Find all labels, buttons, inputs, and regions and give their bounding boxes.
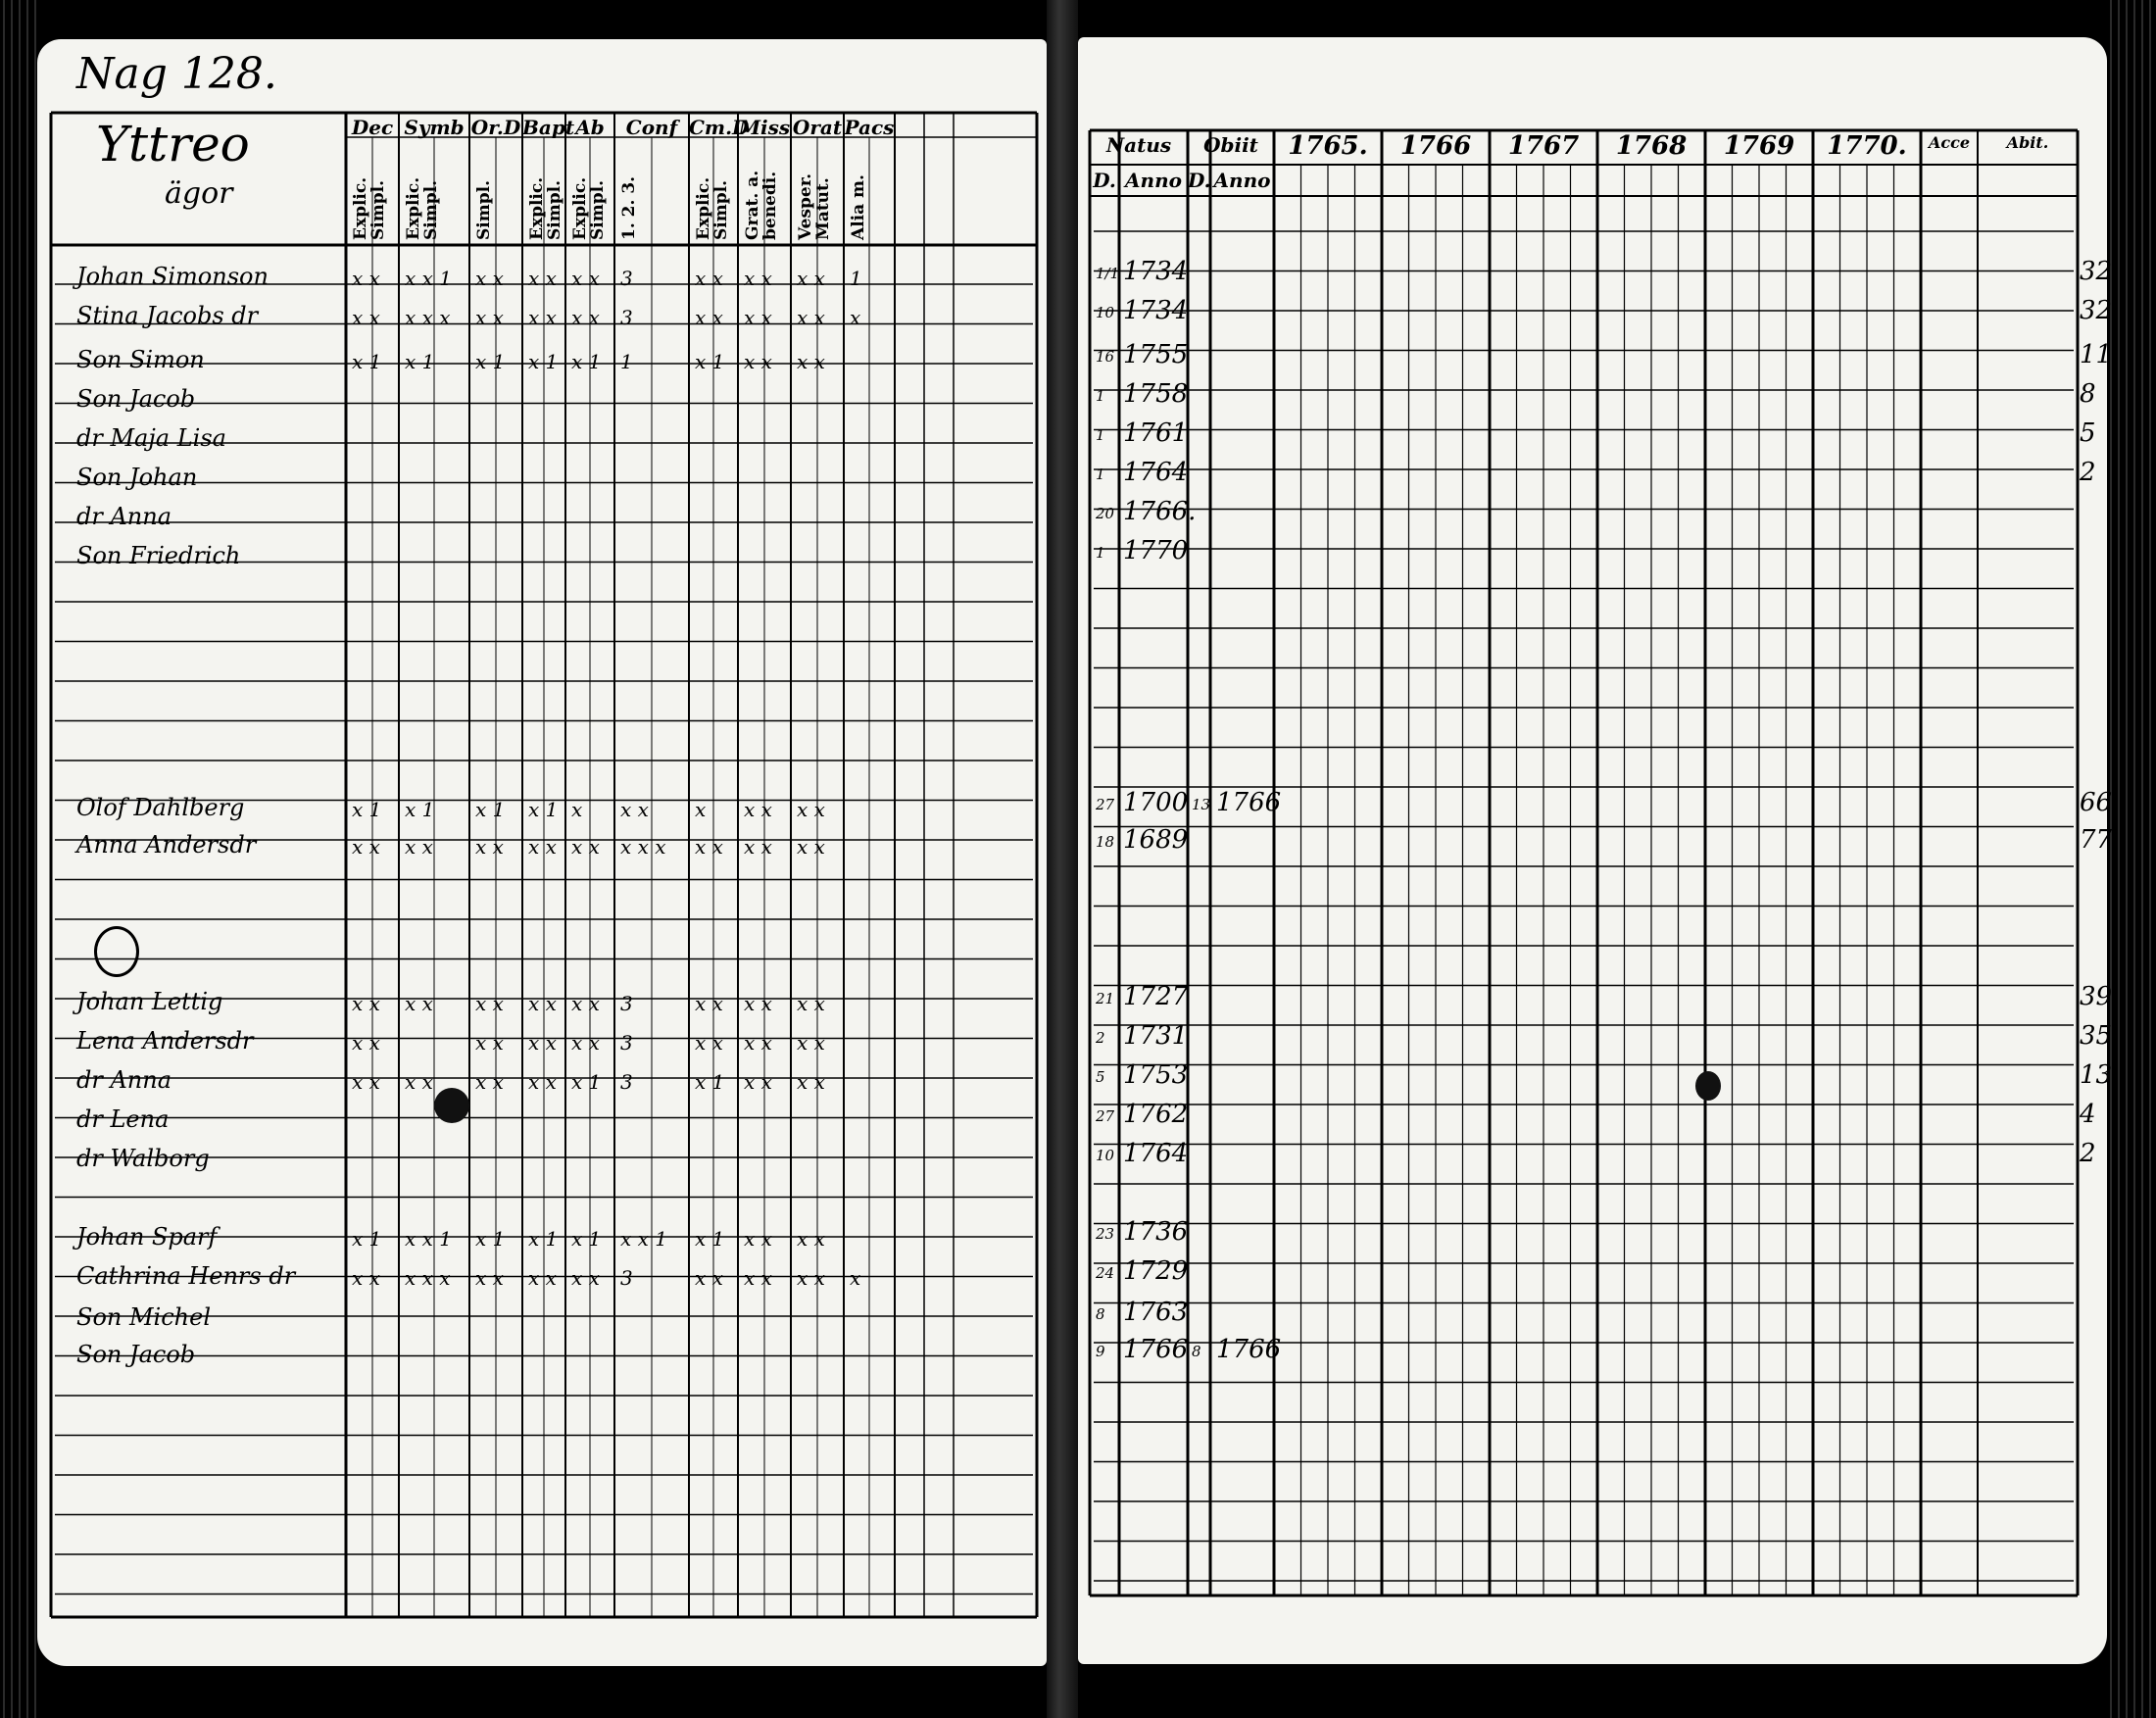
member-name: Son Jacob (76, 385, 196, 413)
catechism-mark: x x (352, 992, 380, 1015)
catechism-mark: x x (528, 1266, 557, 1290)
accessit-header: Acce (1928, 133, 1971, 152)
catechism-mark: x x (744, 1227, 772, 1251)
catechism-mark: x 1 (475, 798, 506, 821)
column-sub-header: Alia m. (849, 174, 868, 240)
catechism-mark: x x (695, 306, 723, 329)
birth-day: 1 (1096, 544, 1105, 562)
catechism-mark: x x (352, 1031, 380, 1055)
catechism-mark: 3 (620, 1031, 633, 1055)
catechism-mark: x x (744, 992, 772, 1015)
member-name: Son Friedrich (76, 542, 241, 569)
column-group-header: Bapt (522, 116, 575, 139)
ink-blot (1695, 1071, 1721, 1101)
catechism-mark: x x (528, 835, 557, 859)
birth-day: 24 (1096, 1264, 1115, 1282)
catechism-mark: x x (695, 835, 723, 859)
catechism-mark: x x (744, 835, 772, 859)
catechism-mark: x 1 (352, 350, 382, 373)
catechism-mark: x x (571, 306, 600, 329)
birth-day: 10 (1096, 304, 1115, 321)
member-name: Cathrina Henrs dr (76, 1262, 296, 1290)
birth-year: 1758 (1123, 379, 1189, 409)
catechism-mark: x x (695, 992, 723, 1015)
birth-year: 1762 (1123, 1100, 1189, 1129)
age-note: 13 (2080, 1060, 2113, 1090)
member-name: Olof Dahlberg (76, 794, 245, 821)
catechism-mark: x 1 (695, 1070, 725, 1094)
birth-year: 1736 (1123, 1217, 1189, 1247)
age-note: 8 (2080, 379, 2096, 409)
birth-day: 18 (1096, 833, 1115, 851)
catechism-mark: x x (620, 798, 649, 821)
catechism-mark: x 1 (695, 1227, 725, 1251)
member-name: Son Jacob (76, 1341, 196, 1368)
circle-mark (94, 926, 139, 977)
birth-day: 20 (1096, 505, 1115, 522)
age-note: 66 (2080, 788, 2113, 817)
left-book-edge (0, 0, 37, 1718)
catechism-mark: x x (475, 835, 504, 859)
catechism-mark: x x (744, 1266, 772, 1290)
catechism-mark: x x (405, 835, 433, 859)
column-group-header: Miss (738, 116, 791, 139)
year-header: 1766 (1399, 131, 1472, 161)
birth-year: 1755 (1123, 340, 1189, 369)
death-year: 1766 (1216, 788, 1282, 817)
catechism-mark: x x (475, 992, 504, 1015)
catechism-mark: x x (797, 267, 825, 290)
birth-day: 2 (1096, 1029, 1105, 1047)
column-group-header: Cm.D (689, 116, 750, 139)
member-name: dr Maja Lisa (76, 424, 226, 452)
age-note: 11 (2080, 340, 2113, 369)
column-group-header: Ab (575, 116, 605, 139)
catechism-mark: x x (797, 835, 825, 859)
catechism-mark: x 1 (571, 1227, 602, 1251)
member-name: Lena Andersdr (76, 1027, 254, 1055)
birth-year: 1731 (1123, 1021, 1189, 1051)
catechism-mark: x x (528, 306, 557, 329)
birth-year: 1766 (1123, 1335, 1189, 1364)
catechism-mark: x 1 (405, 798, 435, 821)
birth-year: 1734 (1123, 257, 1189, 286)
catechism-mark: x x (352, 1266, 380, 1290)
birth-year: 1734 (1123, 296, 1189, 325)
catechism-mark: x x (797, 1266, 825, 1290)
member-name: Anna Andersdr (76, 831, 257, 859)
catechism-mark: x (695, 798, 707, 821)
catechism-mark: x x (528, 1031, 557, 1055)
member-name: Son Simon (76, 346, 205, 373)
birth-year: 1729 (1123, 1256, 1189, 1286)
birth-year: 1689 (1123, 825, 1189, 855)
age-note: 32 (2080, 257, 2113, 286)
catechism-mark: x x (571, 992, 600, 1015)
age-note: 2 (2080, 458, 2096, 487)
catechism-mark: x 1 (352, 1227, 382, 1251)
right-page (1078, 37, 2121, 1664)
catechism-mark: x x 1 (620, 1227, 667, 1251)
catechism-mark: x x (475, 1031, 504, 1055)
catechism-mark: x x (352, 835, 380, 859)
member-name: Son Michel (76, 1303, 212, 1331)
ink-blot (434, 1088, 469, 1123)
column-group-header: Orat (792, 116, 843, 139)
catechism-mark: x 1 (475, 1227, 506, 1251)
catechism-mark: x 1 (528, 350, 559, 373)
village-name: Yttreo (96, 116, 250, 172)
birth-day: 10 (1096, 1147, 1115, 1164)
catechism-mark: x x (744, 306, 772, 329)
catechism-mark: x x (352, 1070, 380, 1094)
catechism-mark: x x (797, 306, 825, 329)
catechism-mark: 3 (620, 306, 633, 329)
catechism-mark: x 1 (528, 798, 559, 821)
birth-day: 1 (1096, 387, 1105, 405)
catechism-mark: x x (797, 350, 825, 373)
catechism-mark: x x 1 (405, 267, 452, 290)
catechism-mark: x x (571, 1266, 600, 1290)
column-sub-header: Vesper. Matut. (796, 172, 833, 240)
member-name: Johan Sparf (76, 1223, 218, 1251)
catechism-mark: x x (744, 267, 772, 290)
column-sub-header: Explic. Simpl. (527, 176, 564, 240)
catechism-mark: x x (405, 992, 433, 1015)
column-sub-header: Explic. Simpl. (351, 176, 388, 240)
column-group-header: Conf (625, 116, 678, 139)
year-header: 1769 (1723, 131, 1795, 161)
catechism-mark: x x (797, 1070, 825, 1094)
column-sub-header: Explic. Simpl. (404, 176, 441, 240)
column-sub-header: Explic. Simpl. (570, 176, 608, 240)
catechism-mark: x x x (620, 835, 666, 859)
right-book-edge (2107, 0, 2156, 1718)
age-note: 39 (2080, 982, 2113, 1011)
catechism-mark: x x (744, 798, 772, 821)
book-spine (1047, 0, 1078, 1718)
catechism-mark: x x (528, 992, 557, 1015)
page-label: Nag 128. (76, 49, 277, 99)
catechism-mark: x x (744, 1070, 772, 1094)
catechism-mark: x x (475, 306, 504, 329)
abiit-header: Abit. (2006, 133, 2049, 152)
right-grid (1078, 37, 2107, 1664)
catechism-mark: x x (797, 992, 825, 1015)
age-note: 35 (2080, 1021, 2113, 1051)
catechism-mark: 1 (850, 267, 862, 290)
catechism-mark: x x x (405, 306, 451, 329)
age-note: 5 (2080, 418, 2096, 448)
birth-day: 1 (1096, 466, 1105, 483)
catechism-mark: x x (744, 350, 772, 373)
birth-day: 9 (1096, 1343, 1105, 1360)
birth-day: 27 (1096, 796, 1115, 813)
birth-day: 16 (1096, 348, 1115, 366)
catechism-mark: x (850, 1266, 861, 1290)
birth-year: 1764 (1123, 1139, 1189, 1168)
birth-year: 1761 (1123, 418, 1189, 448)
catechism-mark: x x (352, 306, 380, 329)
catechism-mark: x 1 (695, 350, 725, 373)
death-year: 1766 (1216, 1335, 1282, 1364)
natus-day-header: D. (1093, 169, 1116, 192)
birth-day: 8 (1096, 1305, 1105, 1323)
member-name: Johan Lettig (76, 988, 223, 1015)
birth-day: 5 (1096, 1068, 1105, 1086)
birth-day: 23 (1096, 1225, 1115, 1243)
column-sub-header: Simpl. (474, 180, 494, 240)
member-name: Johan Simonson (76, 263, 269, 290)
birth-day: 21 (1096, 990, 1115, 1007)
catechism-mark: x 1 (475, 350, 506, 373)
catechism-mark: x (571, 798, 583, 821)
birth-year: 1753 (1123, 1060, 1189, 1090)
catechism-mark: 3 (620, 267, 633, 290)
birth-year: 1727 (1123, 982, 1189, 1011)
catechism-mark: x x (695, 1031, 723, 1055)
age-note: 2 (2080, 1139, 2096, 1168)
catechism-mark: 3 (620, 992, 633, 1015)
year-header: 1767 (1507, 131, 1580, 161)
catechism-mark: 3 (620, 1266, 633, 1290)
age-note: 32 (2080, 296, 2113, 325)
catechism-mark: x x (475, 1266, 504, 1290)
catechism-mark: x x (528, 267, 557, 290)
year-header: 1768 (1615, 131, 1688, 161)
catechism-mark: x 1 (571, 1070, 602, 1094)
column-sub-header: 1. 2. 3. (619, 175, 639, 240)
year-header: 1765. (1288, 131, 1368, 161)
catechism-mark: x 1 (571, 350, 602, 373)
column-sub-header: Explic. Simpl. (694, 176, 731, 240)
catechism-mark: x x (695, 267, 723, 290)
catechism-mark: x 1 (405, 350, 435, 373)
column-group-header: Dec (351, 116, 394, 139)
catechism-mark: x (850, 306, 861, 329)
catechism-mark: x x (352, 267, 380, 290)
birth-year: 1770 (1123, 536, 1189, 565)
birth-year: 1766. (1123, 497, 1197, 526)
catechism-mark: x x (571, 835, 600, 859)
village-subtitle: ägor (165, 176, 233, 211)
member-name: dr Anna (76, 1066, 172, 1094)
column-group-header: Symb (404, 116, 465, 139)
birth-year: 1764 (1123, 458, 1189, 487)
column-group-header: Or.D (470, 116, 521, 139)
member-name: Stina Jacobs dr (76, 302, 259, 329)
catechism-mark: x x 1 (405, 1227, 452, 1251)
birth-year: 1763 (1123, 1298, 1189, 1327)
catechism-mark: 1 (620, 350, 633, 373)
obiit-year-header: Anno (1213, 169, 1271, 192)
death-day: 13 (1192, 796, 1211, 813)
obiit-header: Obiit (1203, 133, 1258, 157)
catechism-mark: x x (695, 1266, 723, 1290)
catechism-mark: x x (571, 267, 600, 290)
death-day: 8 (1192, 1343, 1201, 1360)
catechism-mark: x x (797, 1227, 825, 1251)
catechism-mark: x x (405, 1070, 433, 1094)
member-name: dr Lena (76, 1105, 170, 1133)
age-note: 77. (2080, 825, 2121, 855)
natus-year-header: Anno (1125, 169, 1182, 192)
column-group-header: Pacs (844, 116, 895, 139)
catechism-mark: x x (797, 798, 825, 821)
birth-day: 1/1 (1096, 265, 1120, 282)
year-header: 1770. (1827, 131, 1907, 161)
member-name: dr Anna (76, 503, 172, 530)
column-sub-header: Grat. a. benedi. (743, 170, 780, 240)
catechism-mark: 3 (620, 1070, 633, 1094)
catechism-mark: x x x (405, 1266, 451, 1290)
catechism-mark: x x (797, 1031, 825, 1055)
birth-year: 1700 (1123, 788, 1189, 817)
catechism-mark: x x (475, 267, 504, 290)
catechism-mark: x x (528, 1070, 557, 1094)
member-name: dr Walborg (76, 1145, 210, 1172)
catechism-mark: x x (475, 1070, 504, 1094)
birth-day: 1 (1096, 426, 1105, 444)
catechism-mark: x 1 (528, 1227, 559, 1251)
member-name: Son Johan (76, 464, 198, 491)
left-page (37, 39, 1047, 1666)
birth-day: 27 (1096, 1107, 1115, 1125)
obiit-day-header: D. (1188, 169, 1211, 192)
catechism-mark: x x (744, 1031, 772, 1055)
catechism-mark: x 1 (352, 798, 382, 821)
catechism-mark: x x (571, 1031, 600, 1055)
natus-header: Natus (1105, 133, 1172, 157)
age-note: 4 (2080, 1100, 2096, 1129)
